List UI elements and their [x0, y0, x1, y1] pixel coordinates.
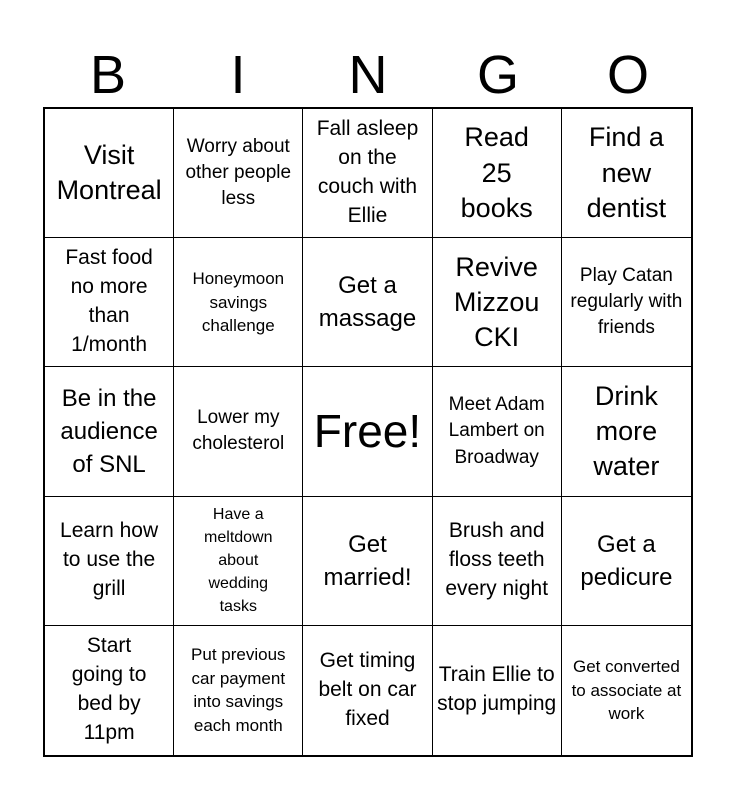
cell-text: Meet Adam Lambert on Broadway	[448, 394, 545, 468]
cell-text: Drink more water	[593, 380, 660, 482]
cell-text: Get a massage	[318, 272, 417, 333]
cell-text: Get converted to associate at work	[571, 657, 682, 724]
bingo-grid	[43, 107, 693, 757]
bingo-cell[interactable]	[433, 109, 562, 238]
bingo-cell[interactable]	[433, 367, 562, 496]
bingo-cell[interactable]	[303, 109, 432, 238]
bingo-cell[interactable]	[174, 367, 303, 496]
cell-text: Have a meltdown about wedding tasks	[204, 505, 273, 616]
bingo-cell[interactable]	[45, 367, 174, 496]
header-letter-b: B	[89, 45, 127, 105]
bingo-cell[interactable]	[433, 238, 562, 367]
cell-text: Lower my cholesterol	[192, 407, 285, 455]
header-letter-o: O	[606, 45, 649, 105]
cell-text: Visit Montreal	[56, 140, 162, 206]
cell-text: Fast food no more than 1/month	[65, 246, 153, 357]
bingo-cell[interactable]	[562, 626, 691, 755]
cell-text: Get timing belt on car fixed	[318, 648, 417, 730]
bingo-cell[interactable]	[562, 497, 691, 626]
bingo-cell[interactable]	[174, 238, 303, 367]
bingo-cell[interactable]	[433, 497, 562, 626]
bingo-header	[43, 44, 693, 106]
cell-text: Play Catan regularly with friends	[570, 264, 683, 339]
cell-text: Train Ellie to stop jumping	[437, 663, 557, 716]
bingo-cell[interactable]	[303, 367, 432, 496]
bingo-cell[interactable]	[303, 626, 432, 755]
bingo-cell[interactable]	[303, 497, 432, 626]
cell-text: Get a pedicure	[580, 530, 673, 591]
cell-text: Find a new dentist	[586, 122, 667, 223]
cell-text: Learn how to use the grill	[60, 519, 159, 601]
bingo-cell[interactable]	[174, 497, 303, 626]
bingo-cell[interactable]	[303, 238, 432, 367]
cell-text: Fall asleep on the couch with Ellie	[316, 117, 419, 228]
header-letter-g: G	[476, 45, 519, 105]
cell-text: Be in the audience of SNL	[60, 384, 158, 479]
bingo-cell[interactable]	[45, 497, 174, 626]
cell-text: Honeymoon savings challenge	[192, 269, 285, 336]
bingo-cell[interactable]	[45, 109, 174, 238]
cell-text: Start going to bed by 11pm	[71, 634, 147, 745]
bingo-cell[interactable]	[562, 367, 691, 496]
bingo-cell[interactable]	[45, 626, 174, 755]
bingo-cell[interactable]	[562, 109, 691, 238]
free-space: Free!	[313, 405, 422, 458]
cell-text: Revive Mizzou CKI	[453, 251, 540, 352]
bingo-cell[interactable]	[433, 626, 562, 755]
bingo-cell[interactable]	[174, 626, 303, 755]
header-letter-i: I	[230, 45, 246, 105]
cell-text: Put previous car payment into savings each month	[191, 645, 286, 735]
cell-text: Read 25 books	[460, 122, 533, 223]
bingo-cell[interactable]	[174, 109, 303, 238]
cell-text: Get married!	[323, 530, 412, 591]
bingo-cell[interactable]	[45, 238, 174, 367]
cell-text: Brush and floss teeth every night	[445, 519, 549, 601]
header-letter-n: N	[348, 45, 388, 105]
cell-text: Worry about other people less	[185, 135, 292, 210]
bingo-cell[interactable]	[562, 238, 691, 367]
